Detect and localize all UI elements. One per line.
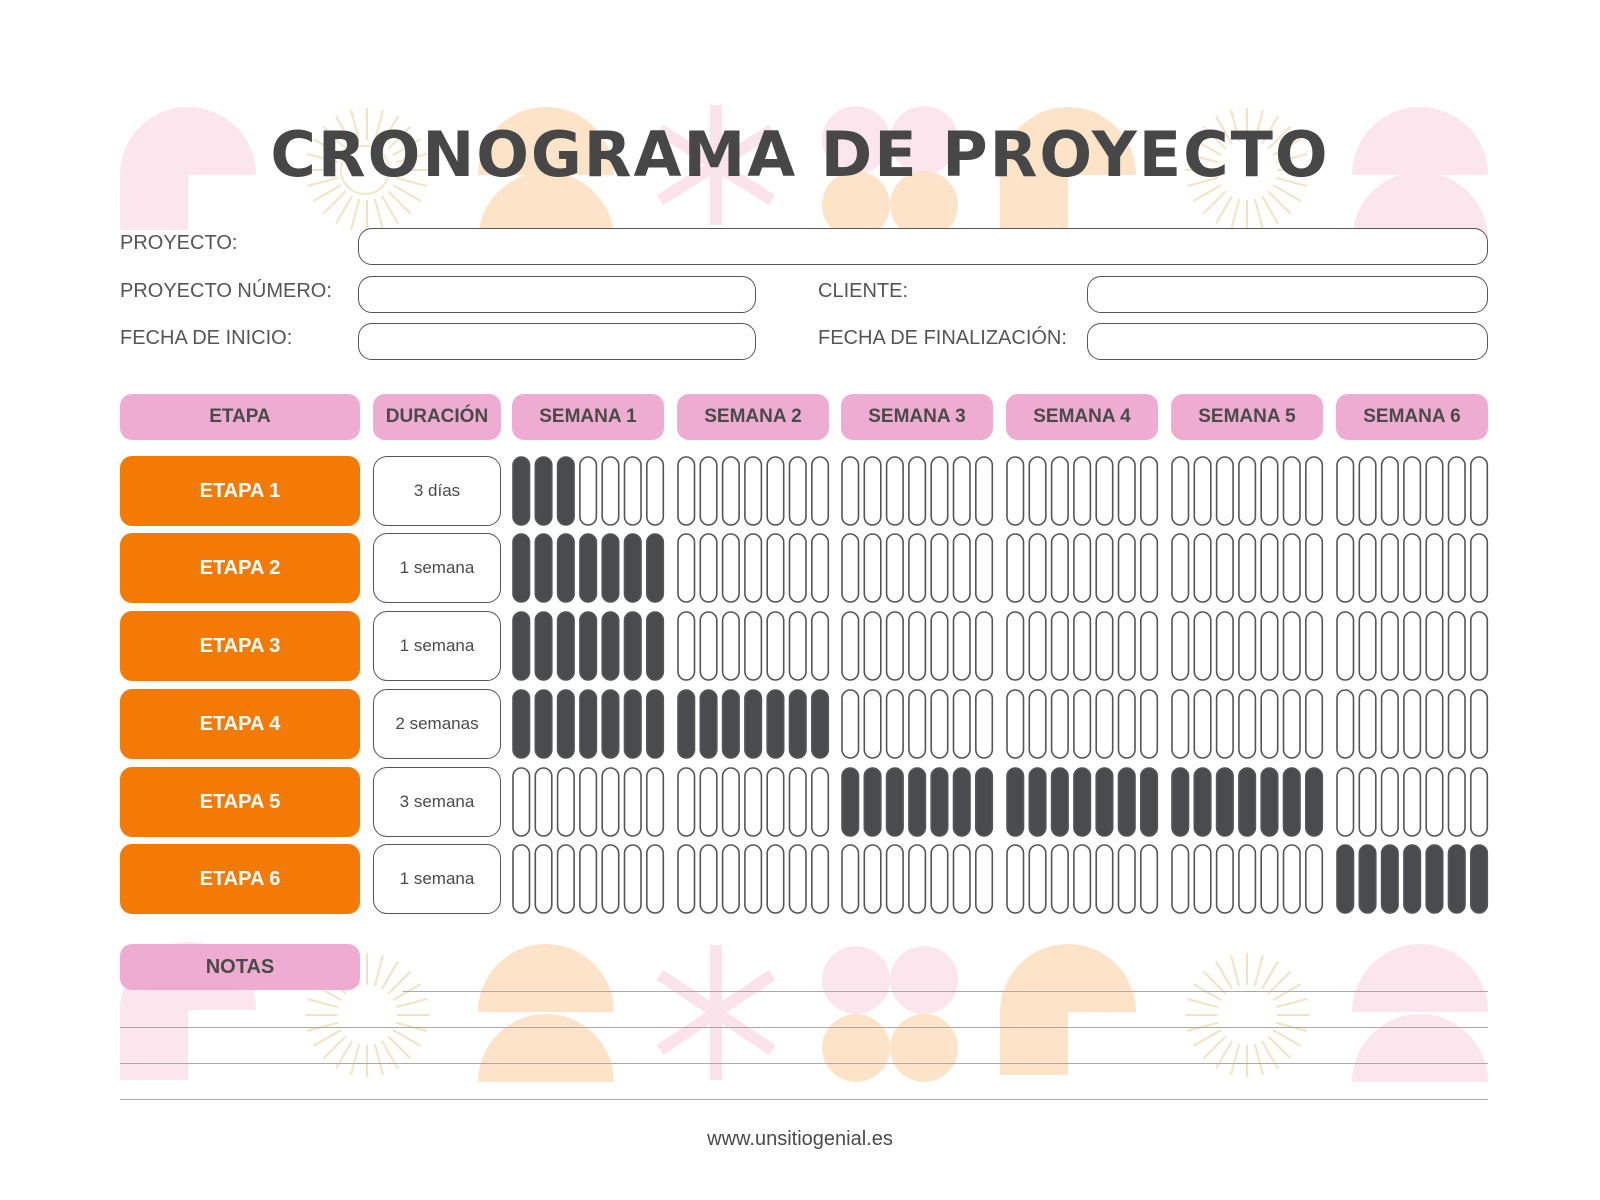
- day-slot-filled[interactable]: [602, 534, 619, 602]
- day-slot-empty[interactable]: [909, 845, 926, 913]
- day-slot-empty[interactable]: [1194, 534, 1211, 602]
- day-slot-empty[interactable]: [1382, 690, 1399, 758]
- day-slot-empty[interactable]: [647, 845, 664, 913]
- day-slot-empty[interactable]: [745, 612, 762, 680]
- day-slot-empty[interactable]: [1404, 534, 1421, 602]
- day-slot-empty[interactable]: [580, 457, 597, 525]
- day-slot-filled[interactable]: [1306, 768, 1323, 836]
- day-slot-empty[interactable]: [954, 690, 971, 758]
- day-slot-filled[interactable]: [580, 612, 597, 680]
- day-slot-filled[interactable]: [580, 534, 597, 602]
- day-slot-filled[interactable]: [1029, 768, 1046, 836]
- day-slot-empty[interactable]: [1172, 457, 1189, 525]
- day-slot-empty[interactable]: [887, 457, 904, 525]
- day-slot-filled[interactable]: [647, 534, 664, 602]
- day-slot-empty[interactable]: [602, 845, 619, 913]
- day-slot-empty[interactable]: [1337, 534, 1354, 602]
- day-slot-empty[interactable]: [678, 612, 695, 680]
- day-slot-empty[interactable]: [976, 534, 993, 602]
- day-slot-empty[interactable]: [580, 845, 597, 913]
- day-slot-empty[interactable]: [1194, 690, 1211, 758]
- day-slot-empty[interactable]: [1172, 534, 1189, 602]
- day-slot-filled[interactable]: [513, 612, 530, 680]
- day-slot-filled[interactable]: [625, 534, 642, 602]
- notes-line[interactable]: [403, 991, 1488, 992]
- day-slot-filled[interactable]: [1337, 845, 1354, 913]
- day-slot-empty[interactable]: [625, 768, 642, 836]
- day-slot-empty[interactable]: [976, 457, 993, 525]
- day-slot-empty[interactable]: [812, 768, 829, 836]
- day-slot-empty[interactable]: [767, 768, 784, 836]
- day-slot-empty[interactable]: [1404, 690, 1421, 758]
- footer-url: www.unsitiogenial.es: [707, 1128, 893, 1150]
- day-slot-empty[interactable]: [887, 845, 904, 913]
- day-slot-empty[interactable]: [1239, 690, 1256, 758]
- day-slot-empty[interactable]: [790, 612, 807, 680]
- day-slot-empty[interactable]: [976, 845, 993, 913]
- day-slot-empty[interactable]: [954, 612, 971, 680]
- day-slot-filled[interactable]: [1426, 845, 1443, 913]
- day-slot-filled[interactable]: [1007, 768, 1024, 836]
- stage-label-1: ETAPA 1: [120, 456, 360, 526]
- day-slot-empty[interactable]: [909, 612, 926, 680]
- day-slot-filled[interactable]: [535, 612, 552, 680]
- day-slot-filled[interactable]: [1449, 845, 1466, 913]
- day-slot-filled[interactable]: [535, 534, 552, 602]
- notes-line[interactable]: [120, 1027, 1488, 1028]
- day-slot-empty[interactable]: [790, 534, 807, 602]
- day-slot-filled[interactable]: [954, 768, 971, 836]
- day-slot-filled[interactable]: [1052, 768, 1069, 836]
- day-slot-filled[interactable]: [1119, 768, 1136, 836]
- day-slot-empty[interactable]: [909, 534, 926, 602]
- day-slot-empty[interactable]: [1074, 845, 1091, 913]
- day-slot-empty[interactable]: [1074, 457, 1091, 525]
- day-slot-empty[interactable]: [1141, 457, 1158, 525]
- day-slot-empty[interactable]: [812, 457, 829, 525]
- day-slot-empty[interactable]: [1141, 690, 1158, 758]
- day-slot-empty[interactable]: [1096, 845, 1113, 913]
- day-slot-filled[interactable]: [1404, 845, 1421, 913]
- day-slot-empty[interactable]: [887, 534, 904, 602]
- day-slot-empty[interactable]: [1261, 612, 1278, 680]
- day-slot-filled[interactable]: [767, 690, 784, 758]
- day-slot-filled[interactable]: [602, 690, 619, 758]
- header-semana-1: SEMANA 1: [512, 394, 664, 440]
- day-slot-empty[interactable]: [1119, 845, 1136, 913]
- day-slot-empty[interactable]: [1284, 457, 1301, 525]
- day-slot-empty[interactable]: [602, 457, 619, 525]
- day-slot-empty[interactable]: [1306, 457, 1323, 525]
- day-slot-empty[interactable]: [1217, 534, 1234, 602]
- day-slot-empty[interactable]: [1337, 768, 1354, 836]
- day-slot-empty[interactable]: [790, 457, 807, 525]
- day-slot-empty[interactable]: [767, 534, 784, 602]
- day-slot-empty[interactable]: [1449, 534, 1466, 602]
- day-slot-empty[interactable]: [513, 768, 530, 836]
- field-label-proyecto-numero: PROYECTO NÚMERO:: [120, 280, 332, 302]
- day-slot-empty[interactable]: [1119, 457, 1136, 525]
- day-slot-empty[interactable]: [864, 457, 881, 525]
- day-slot-empty[interactable]: [602, 768, 619, 836]
- day-slot-empty[interactable]: [909, 690, 926, 758]
- day-slot-empty[interactable]: [1404, 612, 1421, 680]
- day-slot-empty[interactable]: [1471, 457, 1488, 525]
- header-semana-4: SEMANA 4: [1006, 394, 1158, 440]
- day-slot-empty[interactable]: [842, 845, 859, 913]
- day-slot-empty[interactable]: [1359, 457, 1376, 525]
- day-slot-empty[interactable]: [1217, 457, 1234, 525]
- day-slot-filled[interactable]: [1172, 768, 1189, 836]
- day-slot-empty[interactable]: [1074, 690, 1091, 758]
- day-slot-empty[interactable]: [1052, 845, 1069, 913]
- day-slot-filled[interactable]: [1239, 768, 1256, 836]
- day-slot-empty[interactable]: [1284, 845, 1301, 913]
- day-slot-empty[interactable]: [1239, 845, 1256, 913]
- day-slot-empty[interactable]: [700, 845, 717, 913]
- day-slot-empty[interactable]: [864, 690, 881, 758]
- day-slot-empty[interactable]: [700, 612, 717, 680]
- day-slot-filled[interactable]: [1217, 768, 1234, 836]
- day-slot-empty[interactable]: [745, 534, 762, 602]
- day-slot-filled[interactable]: [842, 768, 859, 836]
- duration-cell-5[interactable]: 3 semana: [373, 767, 501, 837]
- day-slot-empty[interactable]: [1284, 690, 1301, 758]
- day-slot-empty[interactable]: [1284, 612, 1301, 680]
- day-slot-empty[interactable]: [1172, 612, 1189, 680]
- stage-label-2: ETAPA 2: [120, 533, 360, 603]
- day-slot-empty[interactable]: [842, 534, 859, 602]
- notes-header: NOTAS: [120, 944, 360, 990]
- day-slot-empty[interactable]: [535, 768, 552, 836]
- day-slot-empty[interactable]: [887, 690, 904, 758]
- day-slot-empty[interactable]: [1029, 457, 1046, 525]
- day-slot-empty[interactable]: [1096, 612, 1113, 680]
- day-slot-empty[interactable]: [1449, 768, 1466, 836]
- day-slot-empty[interactable]: [678, 845, 695, 913]
- day-slot-empty[interactable]: [700, 534, 717, 602]
- day-slot-empty[interactable]: [931, 612, 948, 680]
- day-slot-empty[interactable]: [678, 534, 695, 602]
- day-slot-empty[interactable]: [1426, 612, 1443, 680]
- field-label-fecha-inicio: FECHA DE INICIO:: [120, 327, 293, 349]
- day-slot-filled[interactable]: [1359, 845, 1376, 913]
- day-slot-empty[interactable]: [909, 457, 926, 525]
- day-slot-empty[interactable]: [1074, 534, 1091, 602]
- day-slot-empty[interactable]: [954, 534, 971, 602]
- day-slot-empty[interactable]: [1096, 457, 1113, 525]
- day-slot-empty[interactable]: [1382, 768, 1399, 836]
- day-slot-empty[interactable]: [1141, 845, 1158, 913]
- day-slot-filled[interactable]: [1194, 768, 1211, 836]
- day-slot-filled[interactable]: [976, 768, 993, 836]
- day-slot-empty[interactable]: [1359, 690, 1376, 758]
- duration-cell-3[interactable]: 1 semana: [373, 611, 501, 681]
- day-slot-empty[interactable]: [625, 845, 642, 913]
- day-slot-empty[interactable]: [723, 612, 740, 680]
- day-slot-empty[interactable]: [864, 534, 881, 602]
- day-slot-empty[interactable]: [812, 612, 829, 680]
- field-label-proyecto: PROYECTO:: [120, 232, 238, 254]
- duration-cell-2[interactable]: 1 semana: [373, 533, 501, 603]
- day-slot-empty[interactable]: [647, 768, 664, 836]
- day-slot-empty[interactable]: [1096, 534, 1113, 602]
- duration-cell-4[interactable]: 2 semanas: [373, 689, 501, 759]
- day-slot-empty[interactable]: [700, 457, 717, 525]
- day-slot-empty[interactable]: [842, 457, 859, 525]
- day-slot-empty[interactable]: [1261, 534, 1278, 602]
- day-slot-empty[interactable]: [647, 457, 664, 525]
- day-slot-empty[interactable]: [1217, 690, 1234, 758]
- day-slot-empty[interactable]: [1306, 690, 1323, 758]
- day-slot-empty[interactable]: [1426, 690, 1443, 758]
- day-slot-empty[interactable]: [1007, 845, 1024, 913]
- day-slot-empty[interactable]: [767, 457, 784, 525]
- day-slot-empty[interactable]: [1404, 768, 1421, 836]
- day-slot-filled[interactable]: [864, 768, 881, 836]
- day-slot-empty[interactable]: [558, 768, 575, 836]
- day-slot-empty[interactable]: [1382, 457, 1399, 525]
- day-slot-empty[interactable]: [1426, 534, 1443, 602]
- day-slot-filled[interactable]: [1096, 768, 1113, 836]
- day-slot-filled[interactable]: [580, 690, 597, 758]
- stage-label-4: ETAPA 4: [120, 689, 360, 759]
- day-slot-empty[interactable]: [723, 768, 740, 836]
- day-slot-filled[interactable]: [790, 690, 807, 758]
- day-slot-filled[interactable]: [625, 612, 642, 680]
- stage-label-5: ETAPA 5: [120, 767, 360, 837]
- day-slot-empty[interactable]: [1261, 457, 1278, 525]
- day-slot-empty[interactable]: [580, 768, 597, 836]
- day-slot-empty[interactable]: [842, 612, 859, 680]
- day-slot-empty[interactable]: [1194, 612, 1211, 680]
- day-slot-filled[interactable]: [931, 768, 948, 836]
- stage-label-3: ETAPA 3: [120, 611, 360, 681]
- day-slot-empty[interactable]: [625, 457, 642, 525]
- day-slot-filled[interactable]: [745, 690, 762, 758]
- day-slot-filled[interactable]: [1471, 845, 1488, 913]
- day-slot-empty[interactable]: [1194, 845, 1211, 913]
- day-slot-empty[interactable]: [1449, 690, 1466, 758]
- day-slot-empty[interactable]: [812, 845, 829, 913]
- day-slot-empty[interactable]: [1007, 612, 1024, 680]
- day-slot-empty[interactable]: [558, 845, 575, 913]
- day-slot-empty[interactable]: [1074, 612, 1091, 680]
- day-slot-empty[interactable]: [864, 845, 881, 913]
- day-slot-empty[interactable]: [954, 845, 971, 913]
- day-slot-empty[interactable]: [790, 845, 807, 913]
- day-slot-filled[interactable]: [513, 457, 530, 525]
- day-slot-empty[interactable]: [1404, 457, 1421, 525]
- day-slot-empty[interactable]: [1141, 534, 1158, 602]
- notes-line[interactable]: [120, 1063, 1488, 1064]
- day-slot-empty[interactable]: [1119, 690, 1136, 758]
- day-slot-empty[interactable]: [723, 845, 740, 913]
- day-slot-empty[interactable]: [1449, 457, 1466, 525]
- day-slot-empty[interactable]: [1306, 612, 1323, 680]
- day-slot-filled[interactable]: [647, 612, 664, 680]
- day-slot-filled[interactable]: [558, 690, 575, 758]
- day-slot-empty[interactable]: [1239, 612, 1256, 680]
- day-slot-empty[interactable]: [1029, 534, 1046, 602]
- day-slot-empty[interactable]: [1471, 768, 1488, 836]
- day-slot-empty[interactable]: [1239, 534, 1256, 602]
- day-slot-empty[interactable]: [1052, 612, 1069, 680]
- day-slot-empty[interactable]: [1217, 612, 1234, 680]
- day-slot-empty[interactable]: [1306, 845, 1323, 913]
- day-slot-filled[interactable]: [887, 768, 904, 836]
- day-slot-empty[interactable]: [1239, 457, 1256, 525]
- day-slot-empty[interactable]: [1052, 690, 1069, 758]
- day-slot-empty[interactable]: [745, 457, 762, 525]
- day-slot-empty[interactable]: [1007, 457, 1024, 525]
- day-slot-empty[interactable]: [887, 612, 904, 680]
- header-semana-5: SEMANA 5: [1171, 394, 1323, 440]
- page-title: CRONOGRAMA DE PROYECTO: [270, 118, 1330, 191]
- day-slot-filled[interactable]: [909, 768, 926, 836]
- day-slot-empty[interactable]: [678, 457, 695, 525]
- day-slot-empty[interactable]: [1217, 845, 1234, 913]
- day-slot-empty[interactable]: [1096, 690, 1113, 758]
- day-slot-empty[interactable]: [1359, 612, 1376, 680]
- day-slot-empty[interactable]: [1119, 534, 1136, 602]
- day-slot-empty[interactable]: [1029, 612, 1046, 680]
- day-slot-empty[interactable]: [1359, 768, 1376, 836]
- header-semana-6: SEMANA 6: [1336, 394, 1488, 440]
- day-slot-filled[interactable]: [700, 690, 717, 758]
- header-semana-3: SEMANA 3: [841, 394, 993, 440]
- day-slot-filled[interactable]: [723, 690, 740, 758]
- day-slot-empty[interactable]: [1007, 690, 1024, 758]
- day-slot-filled[interactable]: [513, 534, 530, 602]
- day-slot-empty[interactable]: [1029, 845, 1046, 913]
- day-slot-empty[interactable]: [723, 457, 740, 525]
- day-slot-empty[interactable]: [513, 845, 530, 913]
- day-slot-empty[interactable]: [1261, 845, 1278, 913]
- day-slot-empty[interactable]: [723, 534, 740, 602]
- day-slot-filled[interactable]: [1074, 768, 1091, 836]
- header-duracion: DURACIÓN: [373, 394, 501, 440]
- day-slot-filled[interactable]: [1141, 768, 1158, 836]
- day-slot-empty[interactable]: [954, 457, 971, 525]
- day-slot-empty[interactable]: [1382, 612, 1399, 680]
- field-label-fecha-finalizacion: FECHA DE FINALIZACIÓN:: [818, 327, 1067, 349]
- day-slot-empty[interactable]: [1119, 612, 1136, 680]
- day-slot-empty[interactable]: [931, 690, 948, 758]
- day-slot-empty[interactable]: [1052, 534, 1069, 602]
- duration-cell-1[interactable]: 3 días: [373, 456, 501, 526]
- day-slot-empty[interactable]: [1194, 457, 1211, 525]
- duration-cell-6[interactable]: 1 semana: [373, 844, 501, 914]
- day-slot-filled[interactable]: [535, 457, 552, 525]
- field-label-cliente: CLIENTE:: [818, 280, 909, 302]
- day-slot-empty[interactable]: [1337, 457, 1354, 525]
- day-slot-empty[interactable]: [745, 845, 762, 913]
- stage-label-6: ETAPA 6: [120, 844, 360, 914]
- day-slot-empty[interactable]: [1141, 612, 1158, 680]
- day-slot-empty[interactable]: [1029, 690, 1046, 758]
- day-slot-empty[interactable]: [1471, 690, 1488, 758]
- day-slot-empty[interactable]: [1426, 457, 1443, 525]
- day-slot-empty[interactable]: [535, 845, 552, 913]
- day-slot-empty[interactable]: [700, 768, 717, 836]
- day-slot-empty[interactable]: [767, 845, 784, 913]
- day-slot-filled[interactable]: [647, 690, 664, 758]
- day-slot-empty[interactable]: [1471, 612, 1488, 680]
- day-slot-empty[interactable]: [767, 612, 784, 680]
- day-slot-empty[interactable]: [1052, 457, 1069, 525]
- day-slot-empty[interactable]: [1007, 534, 1024, 602]
- day-slot-empty[interactable]: [678, 768, 695, 836]
- day-slot-empty[interactable]: [931, 845, 948, 913]
- day-slot-empty[interactable]: [976, 690, 993, 758]
- day-slot-filled[interactable]: [535, 690, 552, 758]
- day-slot-filled[interactable]: [558, 534, 575, 602]
- day-slot-filled[interactable]: [602, 612, 619, 680]
- day-slot-empty[interactable]: [1172, 690, 1189, 758]
- notes-line[interactable]: [120, 1099, 1488, 1100]
- day-slot-filled[interactable]: [1382, 845, 1399, 913]
- day-slot-empty[interactable]: [745, 768, 762, 836]
- day-slot-filled[interactable]: [513, 690, 530, 758]
- day-slot-filled[interactable]: [1284, 768, 1301, 836]
- day-slot-filled[interactable]: [678, 690, 695, 758]
- day-slot-empty[interactable]: [812, 534, 829, 602]
- day-slot-empty[interactable]: [1471, 534, 1488, 602]
- day-slot-empty[interactable]: [1337, 690, 1354, 758]
- day-slot-empty[interactable]: [1359, 534, 1376, 602]
- header-semana-2: SEMANA 2: [677, 394, 829, 440]
- day-slot-empty[interactable]: [1261, 690, 1278, 758]
- day-slot-empty[interactable]: [1284, 534, 1301, 602]
- day-slot-empty[interactable]: [1172, 845, 1189, 913]
- day-slot-empty[interactable]: [1449, 612, 1466, 680]
- day-slot-empty[interactable]: [1426, 768, 1443, 836]
- day-slot-filled[interactable]: [558, 457, 575, 525]
- day-slot-empty[interactable]: [931, 534, 948, 602]
- day-slot-empty[interactable]: [1382, 534, 1399, 602]
- header-etapa: ETAPA: [120, 394, 360, 440]
- day-slot-filled[interactable]: [625, 690, 642, 758]
- day-slot-empty[interactable]: [976, 612, 993, 680]
- day-slot-empty[interactable]: [1337, 612, 1354, 680]
- day-slot-empty[interactable]: [931, 457, 948, 525]
- day-slot-filled[interactable]: [1261, 768, 1278, 836]
- day-slot-filled[interactable]: [558, 612, 575, 680]
- day-slot-filled[interactable]: [812, 690, 829, 758]
- day-slot-empty[interactable]: [1306, 534, 1323, 602]
- day-slot-empty[interactable]: [790, 768, 807, 836]
- day-slot-empty[interactable]: [864, 612, 881, 680]
- day-slot-empty[interactable]: [842, 690, 859, 758]
